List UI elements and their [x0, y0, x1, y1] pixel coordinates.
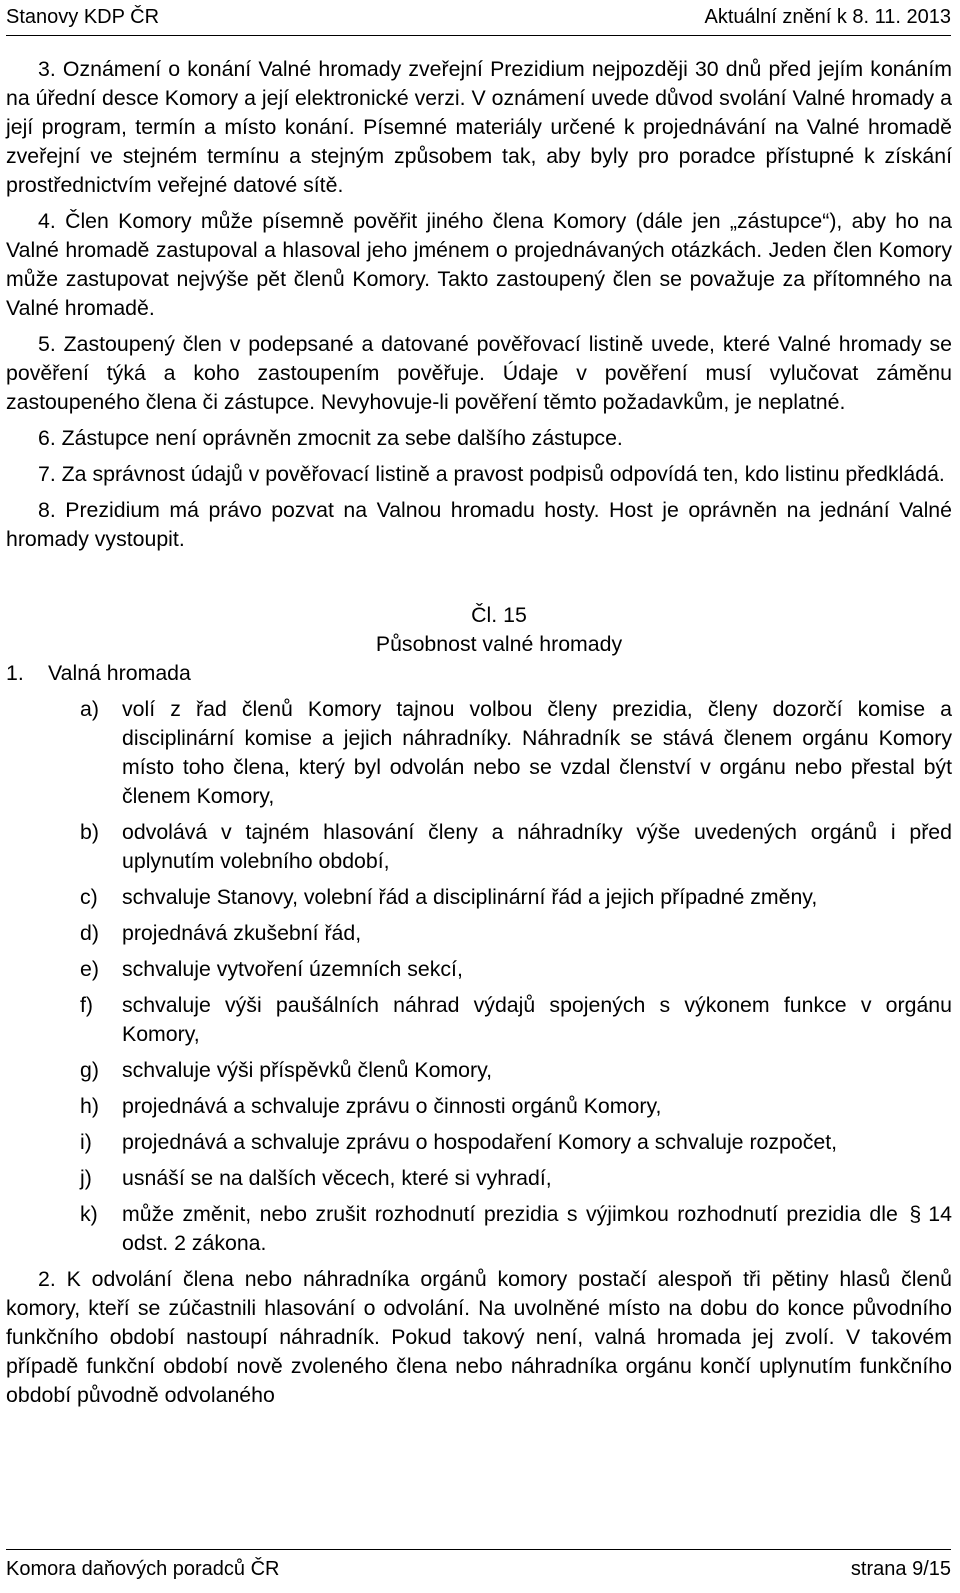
list-item-text: volí z řad členů Komory tajnou volbou členy prezidia, členy dozorčí komise a disciplinární komise a jejich náhradníky. Náhradník se stává členem orgánu Komory místo toho člena, který byl odvolán nebo se vzdal členství v orgánu nebo přestal být členem Komory, — [122, 697, 952, 808]
list-item-text: usnáší se na dalších věcech, které si vyhradí, — [122, 1166, 552, 1190]
list-item — [6, 1200, 952, 1258]
list-item-label: j) — [80, 1166, 92, 1190]
paragraph-8: 8. Prezidium má právo pozvat na Valnou hromadu hosty. Host je oprávněn na jednání Valné hromady vystoupit. — [6, 498, 952, 551]
footer-organization: Komora daňových poradců ČR — [6, 1558, 280, 1580]
list-lead-text: Valná hromada — [48, 661, 191, 685]
list-item-text: schvaluje Stanovy, volební řád a disciplinární řád a jejich případné změny, — [122, 885, 818, 909]
list-item-label: h) — [80, 1094, 99, 1118]
list-item-label: k) — [80, 1202, 98, 1226]
paragraph-3: 3. Oznámení o konání Valné hromady zveřejní Prezidium nejpozději 30 dnů před jejím konáním na úřední desce Komory a její elektronické verzi. V oznámení uvede důvod svolání Valné hromady a její program, termín a místo konání. Písemné materiály určené k projednávání na Valné hromadě zveřejní ve stejném termínu a stejným způsobem tak, aby byly pro poradce přístupné k získání prostřednictvím veřejné datové sítě. — [6, 57, 952, 197]
list-item-text-before: může změnit, nebo zrušit rozhodnutí prezidia s výjimkou rozhodnutí prezidia dle — [122, 1202, 898, 1226]
header-version-date: Aktuální znění k 8. 11. 2013 — [704, 6, 951, 28]
list-item-text: projednává a schvaluje zprávu o hospodaření Komory a schvaluje rozpočet, — [122, 1130, 838, 1154]
list-item — [6, 695, 952, 811]
header-document-title: Stanovy KDP ČR — [6, 6, 160, 28]
list-item — [6, 818, 952, 876]
list-item-label: f) — [80, 993, 94, 1017]
paragraph-5: 5. Zastoupený člen v podepsané a datované pověřovací listině uvede, které Valné hromady se pověření týká a koho zastoupením pověřuje. Údaje v pověření musí vylučovat záměnu zastoupeného člena či zástupce. Nevyhovuje-li pověření těmto požadavkům, je neplatné. — [6, 332, 952, 414]
list-item — [6, 1092, 952, 1121]
list-item-text: schvaluje vytvoření územních sekcí, — [122, 957, 463, 981]
list-item-label: g) — [80, 1058, 99, 1082]
list-item — [6, 919, 952, 948]
list-item-label: a) — [80, 697, 99, 721]
list-item-text-after: 14 odst. 2 zákona. — [122, 1202, 952, 1255]
list-item-text: schvaluje výši paušálních náhrad výdajů spojených s výkonem funkce v orgánu Komory, — [122, 993, 952, 1046]
page-header — [6, 3, 951, 36]
list-item-text: projednává a schvaluje zprávu o činnosti orgánů Komory, — [122, 1094, 662, 1118]
list-lead — [6, 659, 952, 688]
list-item — [6, 1164, 952, 1193]
list-item-label: i) — [80, 1130, 92, 1154]
list-item — [6, 991, 952, 1049]
document-body — [6, 55, 952, 1417]
page-footer — [6, 1549, 951, 1586]
section-sign-link[interactable]: § — [909, 1202, 922, 1226]
paragraph-4: 4. Člen Komory může písemně pověřit jiného člena Komory (dále jen „zástupce“), aby ho na Valné hromadě zastupoval a hlasoval jeho jménem o projednávaných otázkách. Jeden člen Komory může zastupovat nejvýše pět členů Komory. Takto zastoupený člen se považuje za přítomného na Valné hromadě. — [6, 209, 952, 320]
list-item-label: d) — [80, 921, 99, 945]
list-item — [6, 1128, 952, 1157]
paragraph-6: 6. Zástupce není oprávněn zmocnit za sebe dalšího zástupce. — [38, 426, 623, 450]
list-item-label: e) — [80, 957, 99, 981]
footer-page-number: strana 9/15 — [850, 1558, 951, 1580]
paragraph-7: 7. Za správnost údajů v pověřovací listině a pravost podpisů odpovídá ten, kdo listinu předkládá. — [38, 462, 945, 486]
list-item-label: c) — [80, 885, 98, 909]
list-item-text: projednává zkušební řád, — [122, 921, 362, 945]
article-title: Působnost valné hromady — [375, 632, 623, 656]
article-number: Čl. 15 — [471, 603, 527, 627]
list-item — [6, 955, 952, 984]
list-lead-number: 1. — [6, 661, 24, 685]
paragraph-2: 2. K odvolání člena nebo náhradníka orgánů komory postačí alespoň tři pětiny hlasů členů komory, kteří se zúčastnili hlasování o odvolání. Na uvolněné místo na dobu do konce původního funkčního období nastoupí náhradník. Pokud takový není, valná hromada jej zvolí. V takovém případě funkční období nově zvoleného člena nebo náhradníka orgánu končí uplynutím funkčního období původně odvolaného — [6, 1267, 952, 1407]
list-item — [6, 1056, 952, 1085]
list-item-text: schvaluje výši příspěvků členů Komory, — [122, 1058, 493, 1082]
list-item-text: odvolává v tajném hlasování členy a náhradníky výše uvedených orgánů i před uplynutím volebního období, — [122, 820, 952, 873]
list-item-label: b) — [80, 820, 99, 844]
list-item — [6, 883, 952, 912]
